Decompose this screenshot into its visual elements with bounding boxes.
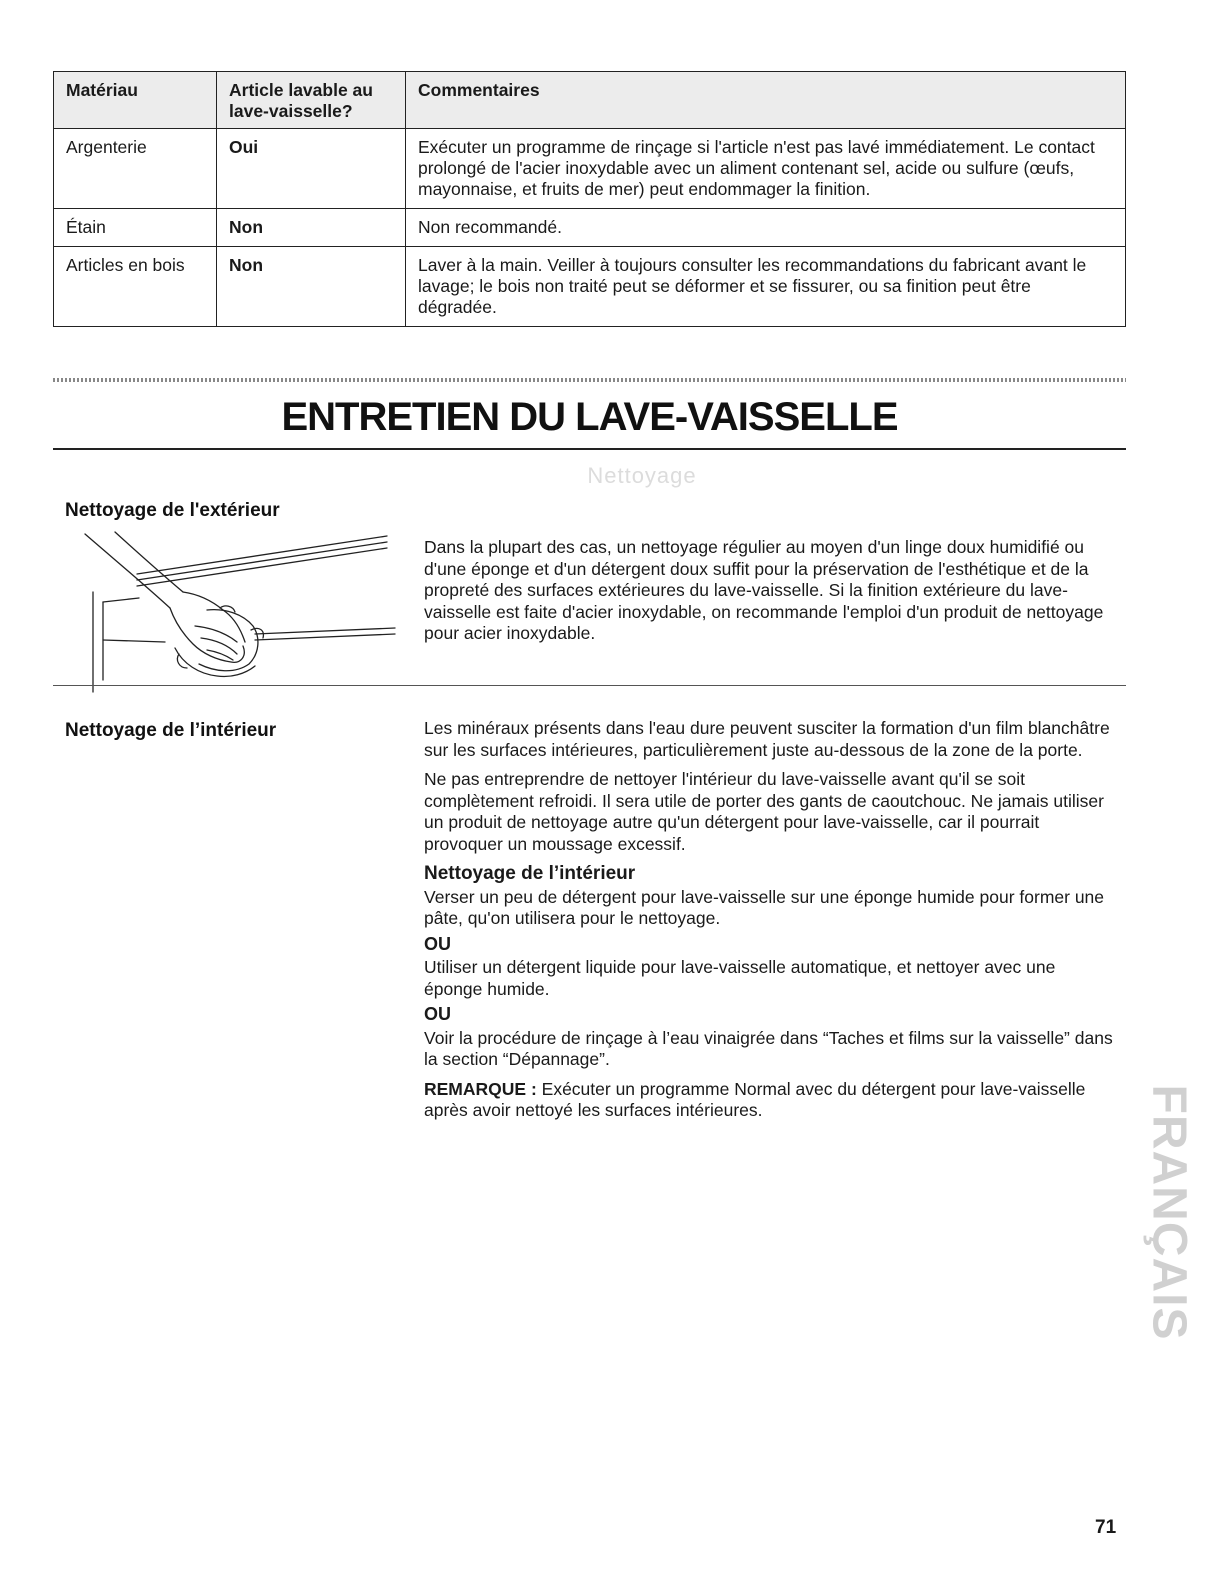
header-washable: Article lavable au lave-vaisselle? [217,72,406,129]
note-text: Exécuter un programme Normal avec du détergent pour lave-vaisselle après avoir nettoyé les surfaces intérieures. [424,1078,1086,1120]
interior-subheading: Nettoyage de l’intérieur [424,863,636,884]
cell-material: Étain [54,209,217,247]
interior-paragraph-1: Les minéraux présents dans l'eau dure peuvent susciter la formation d'un film blanchâtre sur les surfaces intérieures, particulièrement juste au-dessous de la zone de la porte. [424,718,1110,760]
hand-wiping-illustration [75,530,405,695]
page-number: 71 [1095,1517,1117,1538]
cell-comment: Laver à la main. Veiller à toujours consulter les recommandations du fabricant avant le lavage; le bois non traité peut se déformer et se fissurer, ou sa finition peut être dégradée. [406,247,1126,327]
header-material: Matériau [54,72,217,129]
language-side-tab [1142,1080,1196,1345]
table-row [54,247,1126,327]
interior-step-2: Utiliser un détergent liquide pour lave-vaisselle automatique, et nettoyer avec une éponge humide. [424,957,1056,999]
language-label: FRANÇAIS [1142,1084,1196,1341]
note-label: REMARQUE : [424,1078,537,1099]
section-rule [53,685,1126,686]
cell-washable: Non [217,247,406,327]
interior-content [424,718,1114,1130]
cell-washable: Non [217,209,406,247]
header-comments: Commentaires [406,72,1126,129]
interior-note [424,1079,1114,1122]
exterior-text: Dans la plupart des cas, un nettoyage régulier au moyen d'un linge doux humidifié ou d'une éponge et d'un détergent doux suffit pour la préservation de l'esthétique et de la propreté des surfaces extérieures du lave-vaisselle. Si la finition extérieure du lave-vaisselle est faite d'acier inoxydable, on recommande l'emploi d'un produit de nettoyage pour acier inoxydable. [424,537,1104,643]
section-divider [53,378,1126,382]
interior-heading: Nettoyage de l’intérieur [65,720,277,741]
title-rule [53,448,1126,450]
cell-comment: Exécuter un programme de rinçage si l'article n'est pas lavé immédiatement. Le contact prolongé de l'acier inoxydable avec un aliment contenant sel, acide ou sulfure (œufs, mayonnaise, et fruits de mer) peut endommager la finition. [406,129,1126,209]
page-title: ENTRETIEN DU LAVE-VAISSELLE [281,395,898,439]
cell-material: Articles en bois [54,247,217,327]
interior-step-1: Verser un peu de détergent pour lave-vaisselle sur une éponge humide pour former une pâte, qu'on utilisera pour le nettoyage. [424,886,1105,928]
exterior-heading: Nettoyage de l'extérieur [65,500,280,521]
interior-step-3: Voir la procédure de rinçage à l’eau vinaigrée dans “Taches et films sur la vaisselle” dans la section “Dépannage”. [424,1027,1113,1069]
section-subtitle: Nettoyage [587,463,697,488]
cell-washable: Oui [217,129,406,209]
table-row [54,209,1126,247]
table-header-row [54,72,1126,129]
table-row [54,129,1126,209]
cell-comment: Non recommandé. [406,209,1126,247]
or-label-2: OU [424,1004,451,1024]
cell-material: Argenterie [54,129,217,209]
or-label-1: OU [424,933,451,954]
materials-table [53,71,1126,327]
interior-paragraph-2: Ne pas entreprendre de nettoyer l'intérieur du lave-vaisselle avant qu'il se soit complètement refroidi. Il sera utile de porter des gants de caoutchouc. Ne jamais utiliser un produit de nettoyage autre qu'un détergent pour lave-vaisselle, car il pourrait provoquer un moussage excessif. [424,769,1104,854]
